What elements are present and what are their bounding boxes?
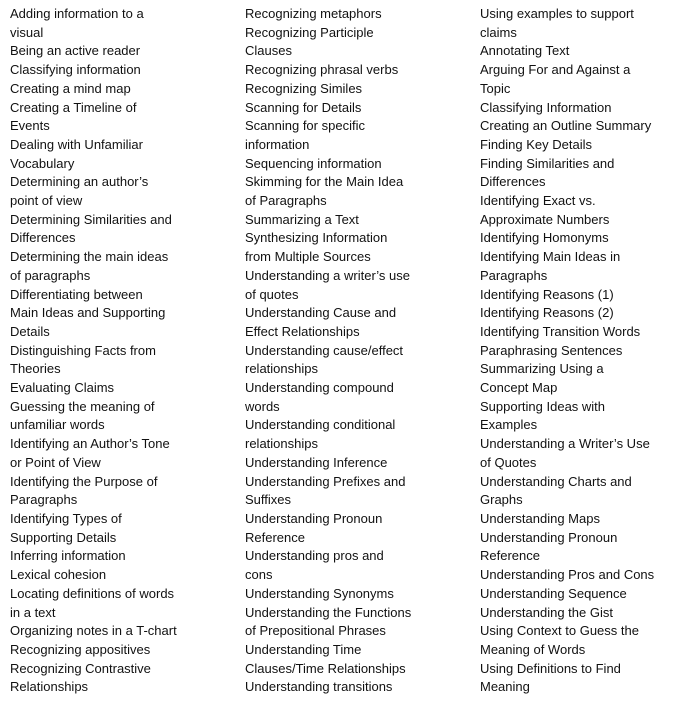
skill-list-item: Finding Key Details xyxy=(480,136,592,152)
skill-list-item: Differentiating between Main Ideas and Supporting Details xyxy=(10,286,166,339)
skill-list-item: Guessing the meaning of unfamiliar words xyxy=(10,398,155,433)
skill-list-item: Lexical cohesion xyxy=(10,567,107,583)
skill-list-item: Identifying Exact vs. Approximate Numbers xyxy=(480,193,610,227)
skill-list-item: Organizing notes in a T-chart xyxy=(10,623,177,639)
skills-column-2 xyxy=(245,5,467,697)
skill-list-item: Understanding the Functions of Prepositional Phrases xyxy=(245,604,412,639)
skill-list-item: Understanding Charts and Graphs xyxy=(480,473,632,508)
skill-list-item: Recognizing Participle Clauses xyxy=(245,24,374,59)
skill-list-item: Understanding pros and cons xyxy=(245,548,384,583)
skill-list-item: Understanding Pronoun Reference xyxy=(245,510,383,545)
skill-list-item: Being an active reader xyxy=(10,43,141,59)
skill-list-item: Distinguishing Facts from Theories xyxy=(10,342,156,377)
skill-list-item: Identifying Main Ideas in Paragraphs xyxy=(480,249,621,283)
skill-list-item: Understanding cause/effect relationships xyxy=(245,342,404,377)
skill-list-item: Identifying Reasons (1) xyxy=(480,286,614,302)
skill-list-item: Classifying Information xyxy=(480,99,612,115)
skill-list-item: Summarizing a Text xyxy=(245,211,359,227)
skill-list-item: Understanding Maps xyxy=(480,510,600,526)
skill-list-item: Skimming for the Main Idea of Paragraphs xyxy=(245,174,404,209)
skill-list-item: Creating an Outline Summary xyxy=(480,118,652,134)
skill-list-item: Understanding Prefixes and Suffixes xyxy=(245,473,406,508)
skill-list-item: Synthesizing Information from Multiple Sources xyxy=(245,230,388,265)
skill-list-item: Recognizing appositives xyxy=(10,641,151,657)
skill-list-item: Recognizing phrasal verbs xyxy=(245,62,399,78)
skill-list-item: Using Context to Guess the Meaning of Words xyxy=(480,623,639,657)
skill-list-item: Identifying the Purpose of Paragraphs xyxy=(10,473,158,508)
skill-list-item: Identifying an Author’s Tone or Point of View xyxy=(10,436,170,470)
skill-list-item: Determining Similarities and Differences xyxy=(10,211,172,246)
skill-list-item: Identifying Types of Supporting Details xyxy=(10,510,122,545)
skill-list-item: Classifying information xyxy=(10,62,141,78)
skill-list-item: Annotating Text xyxy=(480,43,570,59)
skill-list-item: Scanning for Details xyxy=(245,99,362,115)
skill-list-item: Understanding conditional relationships xyxy=(245,417,396,452)
skills-column-1 xyxy=(10,5,220,697)
skill-list-item: Finding Similarities and Differences xyxy=(480,155,615,190)
skill-list-item: Identifying Homonyms xyxy=(480,230,609,246)
skill-list-item: Understanding compound words xyxy=(245,380,394,414)
skill-list-item: Understanding Synonyms xyxy=(245,585,394,601)
skill-list-item: Determining the main ideas of paragraphs xyxy=(10,249,169,283)
skill-list-item: Understanding Cause and Effect Relationships xyxy=(245,305,397,339)
skill-list-item: Creating a Timeline of Events xyxy=(10,99,137,134)
skill-list-item: Supporting Ideas with Examples xyxy=(480,398,606,433)
skill-list-item: Determining an author’s point of view xyxy=(10,174,149,209)
skill-list-item: Paraphrasing Sentences xyxy=(480,342,623,358)
skill-list-item: Using examples to support claims xyxy=(480,6,634,40)
skill-list-item: Dealing with Unfamiliar Vocabulary xyxy=(10,136,143,171)
skill-list-item: Locating definitions of words in a text xyxy=(10,585,175,620)
skills-column-3 xyxy=(480,5,680,697)
skill-list-item: Creating a mind map xyxy=(10,80,131,96)
skill-list-item: Summarizing Using a Concept Map xyxy=(480,361,604,396)
skill-list-item: Recognizing Contrastive Relationships xyxy=(10,660,151,695)
skill-list-item: Understanding Time Clauses/Time Relationships xyxy=(245,641,406,676)
skill-list-item: Understanding Pros and Cons xyxy=(480,567,655,583)
skill-list-item: Understanding a writer’s use of quotes xyxy=(245,267,410,302)
skill-list-item: Inferring information xyxy=(10,548,126,564)
skill-list-item: Scanning for specific information xyxy=(245,118,365,152)
skill-list-item: Identifying Transition Words xyxy=(480,323,641,339)
skill-list-item: Sequencing information xyxy=(245,155,382,171)
skill-list-item: Identifying Reasons (2) xyxy=(480,305,614,321)
skill-list-item: Adding information to a visual xyxy=(10,6,144,40)
skill-list-item: Understanding transitions xyxy=(245,679,393,695)
skill-list-item: Recognizing Similes xyxy=(245,80,363,96)
skill-list-item: Understanding the Gist xyxy=(480,604,613,620)
skill-list-item: Evaluating Claims xyxy=(10,380,115,396)
skill-list-item: Recognizing metaphors xyxy=(245,6,382,21)
skill-list-item: Arguing For and Against a Topic xyxy=(480,62,631,96)
skill-list-item: Using Definitions to Find Meaning xyxy=(480,660,621,695)
skill-list-item: Understanding Inference xyxy=(245,454,388,470)
skill-list-item: Understanding Sequence xyxy=(480,585,627,601)
skill-list-item: Understanding Pronoun Reference xyxy=(480,529,618,564)
skill-list-item: Understanding a Writer’s Use of Quotes xyxy=(480,436,650,470)
